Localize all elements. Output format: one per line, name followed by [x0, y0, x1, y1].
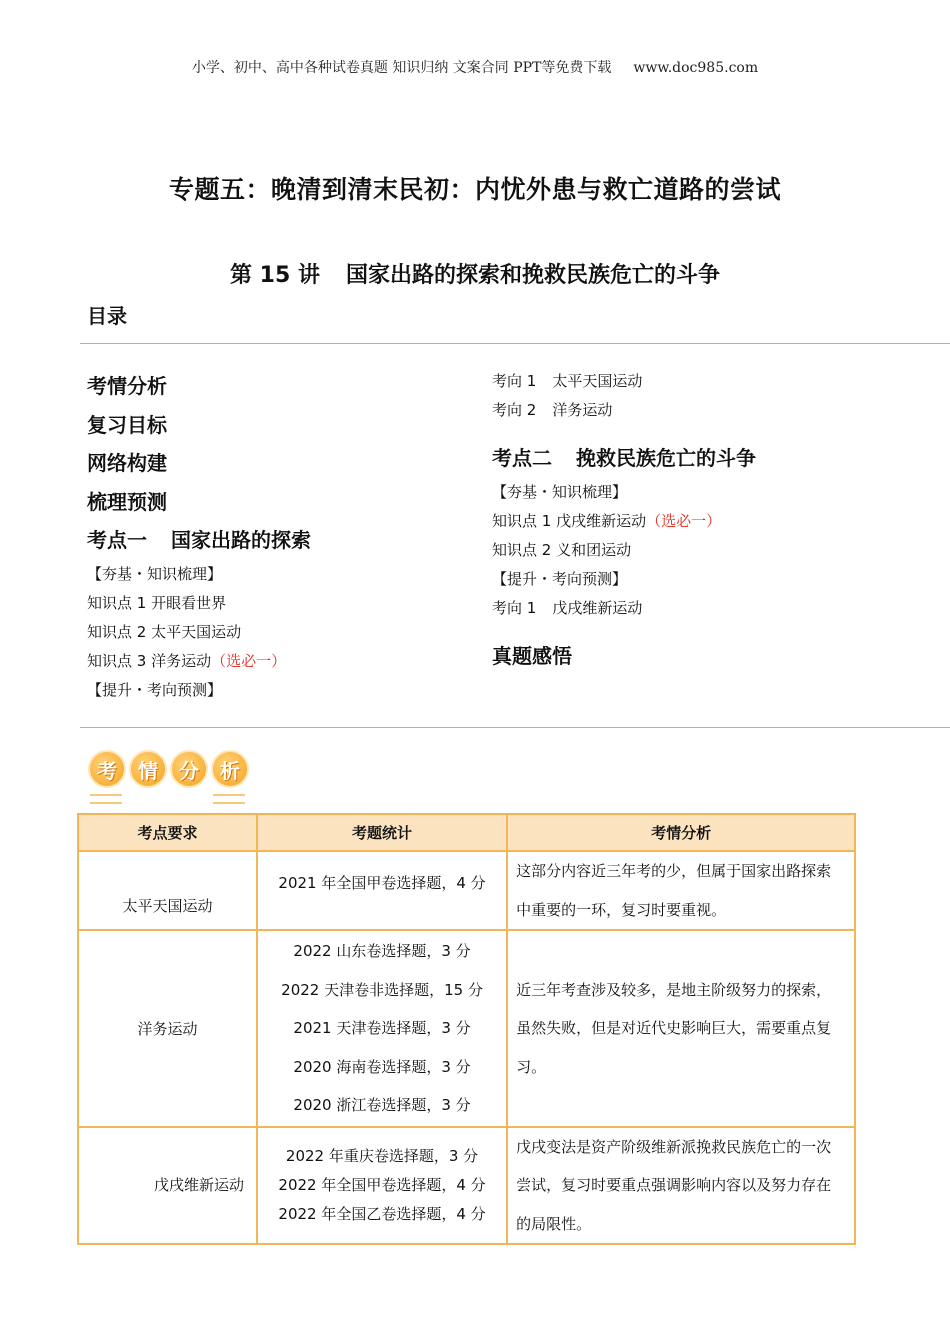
table-row — [78, 930, 855, 1127]
col-header-analysis: 考情分析 — [507, 814, 855, 851]
toc-item-kd2[interactable] — [492, 439, 756, 478]
section-badge — [88, 750, 249, 802]
toc-zsd3-tag: （选必一） — [211, 651, 287, 670]
divider — [80, 727, 950, 728]
lecture-number: 第 15 讲 — [230, 263, 320, 288]
stat-line: 2022 天津卷非选择题，15 分 — [281, 980, 483, 999]
stat-line: 2022 年重庆卷选择题，3 分 — [285, 1146, 479, 1165]
stat-line: 2021 天津卷选择题，3 分 — [293, 1019, 471, 1037]
badge-underline — [90, 794, 122, 804]
cell-stats — [257, 930, 507, 1127]
lecture-title — [0, 258, 950, 289]
cell-analysis: 近三年考查涉及较多，是地主阶级努力的探索，虽然失败，但是对近代史影响巨大，需要重点复习。 — [507, 930, 855, 1127]
header-text: 小学、初中、高中各种试卷真题 知识归纳 文案合同 PPT等免费下载 — [191, 60, 612, 76]
toc-kx1-name: 太平天国运动 — [552, 372, 643, 390]
toc-item-zsd3[interactable] — [87, 647, 311, 676]
divider — [80, 343, 950, 344]
toc-item-zsd2[interactable]: 知识点 2 太平天国运动 — [87, 622, 242, 641]
stat-line: 2020 海南卷选择题，3 分 — [293, 1057, 471, 1076]
toc-kd1-label: 考点一 — [87, 528, 147, 552]
stat-line: 2022 年全国乙卷选择题，4 分 — [278, 1204, 486, 1223]
toc-kx3-label: 考向 1 — [492, 598, 537, 617]
cell-analysis: 戊戌变法是资产阶级维新派挽救民族危亡的一次尝试，复习时要重点强调影响内容以及努力存在的局限性。 — [507, 1127, 855, 1245]
cell-topic — [78, 1127, 257, 1245]
toc-item-tisheng-2[interactable]: 【提升・考向预测】 — [492, 569, 628, 588]
toc-item-slyc[interactable]: 梳理预测 — [87, 489, 167, 514]
badge-char-wrap — [211, 750, 249, 802]
toc-item-tisheng[interactable]: 【提升・考向预测】 — [87, 680, 223, 699]
toc-item-kd1[interactable] — [87, 521, 311, 560]
toc-kx2-name: 洋务运动 — [552, 401, 613, 419]
page-header — [0, 57, 950, 77]
cell-analysis: 这部分内容近三年考的少，但属于国家出路探索中重要的一环，复习时要重视。 — [507, 851, 855, 930]
table-row — [78, 851, 855, 930]
toc-kx1-label: 考向 1 — [492, 372, 537, 390]
cell-stats — [257, 851, 507, 930]
toc-kd2-label: 考点二 — [492, 446, 552, 470]
table-header-row — [78, 814, 855, 851]
toc-item-fxmb[interactable]: 复习目标 — [87, 412, 167, 437]
stat-line: 2020 浙江卷选择题，3 分 — [293, 1096, 471, 1114]
toc-kx2-label: 考向 2 — [492, 401, 537, 419]
cell-stats — [257, 1127, 507, 1245]
toc-item-zsd1[interactable]: 知识点 1 开眼看世界 — [87, 593, 227, 612]
badge-char: 分 — [170, 750, 208, 788]
badge-underline — [213, 794, 245, 804]
stat-line: 2022 山东卷选择题，3 分 — [293, 942, 471, 960]
cell-topic: 洋务运动 — [78, 930, 257, 1127]
exam-analysis-table — [77, 813, 856, 1245]
badge-char: 析 — [211, 750, 249, 788]
toc-kx3-name: 戊戌维新运动 — [552, 598, 643, 617]
toc-item-zsd-yht[interactable]: 知识点 2 义和团运动 — [492, 540, 632, 559]
toc-item-kx1[interactable] — [492, 367, 756, 396]
toc-item-zsd-wx[interactable] — [492, 507, 756, 536]
header-site[interactable]: www.doc985.com — [633, 60, 759, 76]
toc-zsd-wx-tag: （选必一） — [646, 511, 722, 530]
toc-item-hangji-2[interactable]: 【夯基・知识梳理】 — [492, 482, 628, 501]
badge-char-wrap — [88, 750, 126, 802]
table-row — [78, 1127, 855, 1245]
toc-item-wlgj[interactable]: 网络构建 — [87, 451, 167, 475]
col-header-stats: 考题统计 — [257, 814, 507, 851]
toc-left — [87, 367, 311, 705]
toc-item-kx2[interactable] — [492, 396, 756, 425]
cell-topic — [78, 851, 257, 930]
stat-line: 2022 年全国甲卷选择题，4 分 — [278, 1175, 486, 1194]
toc-item-hangji[interactable]: 【夯基・知识梳理】 — [87, 564, 223, 583]
col-header-topic: 考点要求 — [78, 814, 257, 851]
toc-item-kx3[interactable] — [492, 594, 756, 623]
badge-char-wrap — [170, 750, 208, 802]
toc-zsd-wx-text: 知识点 1 戊戌维新运动 — [492, 511, 647, 530]
cell-topic-text: 太平天国运动 — [122, 897, 213, 915]
toc-kd2-name: 挽救民族危亡的斗争 — [576, 446, 756, 470]
toc-kd1-name: 国家出路的探索 — [171, 528, 311, 552]
toc-heading: 目录 — [87, 304, 127, 328]
badge-char: 考 — [88, 750, 126, 788]
lecture-name: 国家出路的探索和挽救民族危亡的斗争 — [345, 263, 720, 288]
cell-topic-text: 戊戌维新运动 — [154, 1175, 245, 1194]
toc-item-kqfx[interactable]: 考情分析 — [87, 374, 167, 398]
stat-line: 2021 年全国甲卷选择题，4 分 — [278, 874, 486, 893]
toc-zsd3-text: 知识点 3 洋务运动 — [87, 651, 212, 670]
badge-char: 情 — [129, 750, 167, 788]
toc-right — [492, 367, 756, 675]
page-title: 专题五：晚清到清末民初：内忧外患与救亡道路的尝试 — [168, 175, 781, 204]
toc-item-zhenti[interactable]: 真题感悟 — [492, 643, 572, 668]
badge-char-wrap — [129, 750, 167, 802]
